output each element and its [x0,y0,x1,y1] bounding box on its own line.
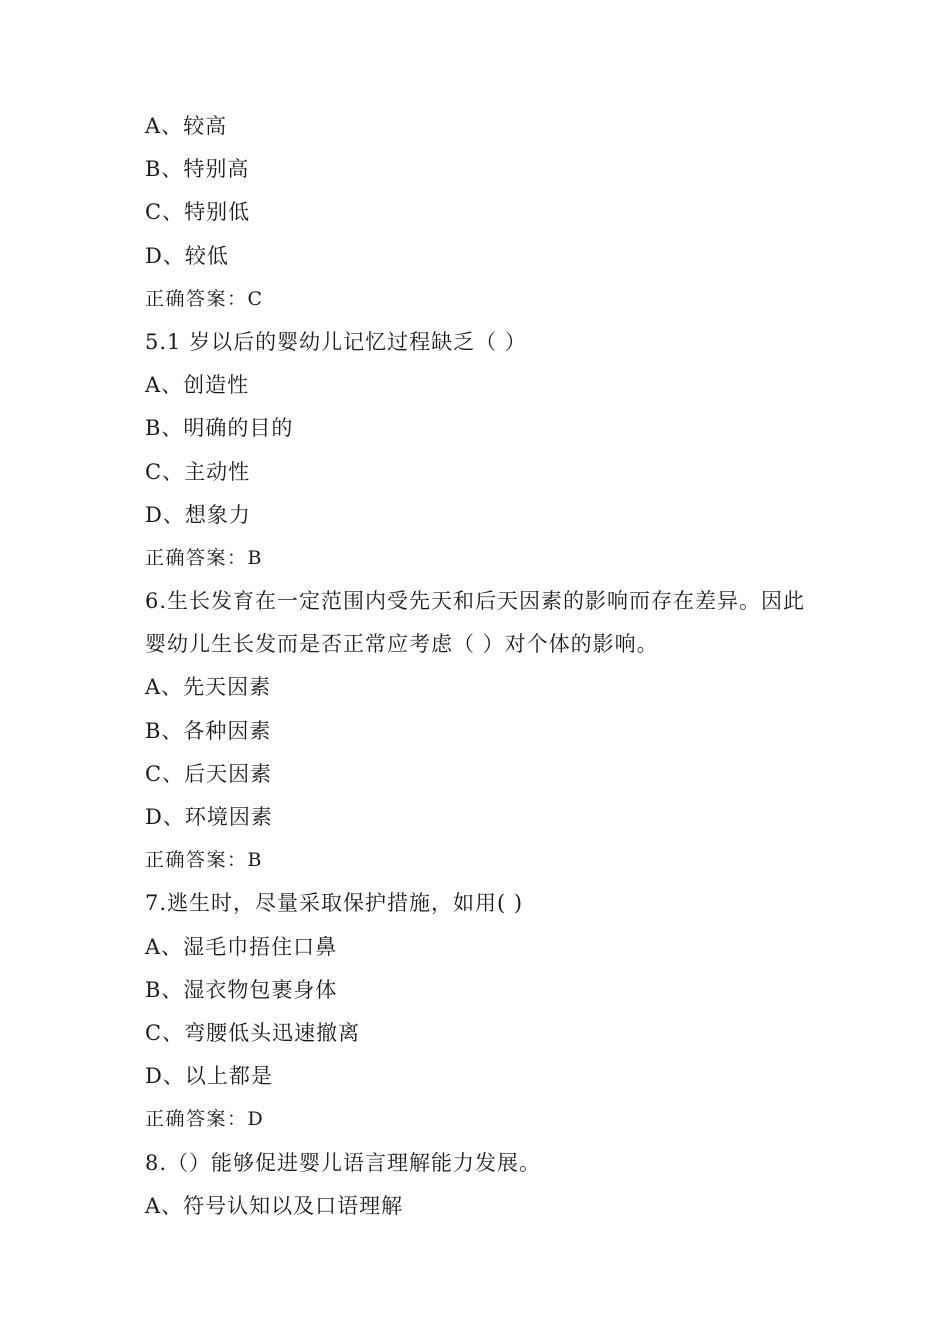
question-8: 8.（）能够促进婴儿语言理解能力发展。 [145,1150,542,1175]
option-a: A、先天因素 [145,675,272,700]
question-5: 5.1 岁以后的婴幼儿记忆过程缺乏（ ） [145,329,527,354]
option-d: D、以上都是 [145,1064,273,1089]
option-d: D、环境因素 [145,805,273,830]
option-d: D、较低 [145,243,229,268]
option-a: A、较高 [145,114,228,138]
option-b: B、特别高 [145,157,250,182]
quiz-content [145,105,825,1228]
option-a: A、创造性 [145,373,250,398]
option-c: C、弯腰低头迅速撤离 [145,1020,361,1045]
question-6: 6.生长发育在一定范围内受先天和后天因素的影响而存在差异。因此婴幼儿生长发而是否正常应考虑（ ）对个体的影响。 [145,589,806,657]
correct-answer: 正确答案：D [145,1108,265,1131]
option-b: B、明确的目的 [145,416,294,441]
option-b: B、湿衣物包裹身体 [145,977,338,1002]
option-c: C、特别低 [145,200,251,225]
option-b: B、各种因素 [145,718,272,743]
option-d: D、想象力 [145,502,251,527]
option-a: A、湿毛巾捂住口鼻 [145,934,338,959]
option-c: C、主动性 [145,459,251,484]
correct-answer: 正确答案：B [145,849,263,872]
question-7: 7.逃生时，尽量采取保护措施，如用( ) [145,891,524,916]
option-c: C、后天因素 [145,761,273,786]
correct-answer: 正确答案：B [145,546,263,569]
correct-answer: 正确答案：C [145,287,264,310]
option-a: A、符号认知以及口语理解 [145,1193,404,1218]
